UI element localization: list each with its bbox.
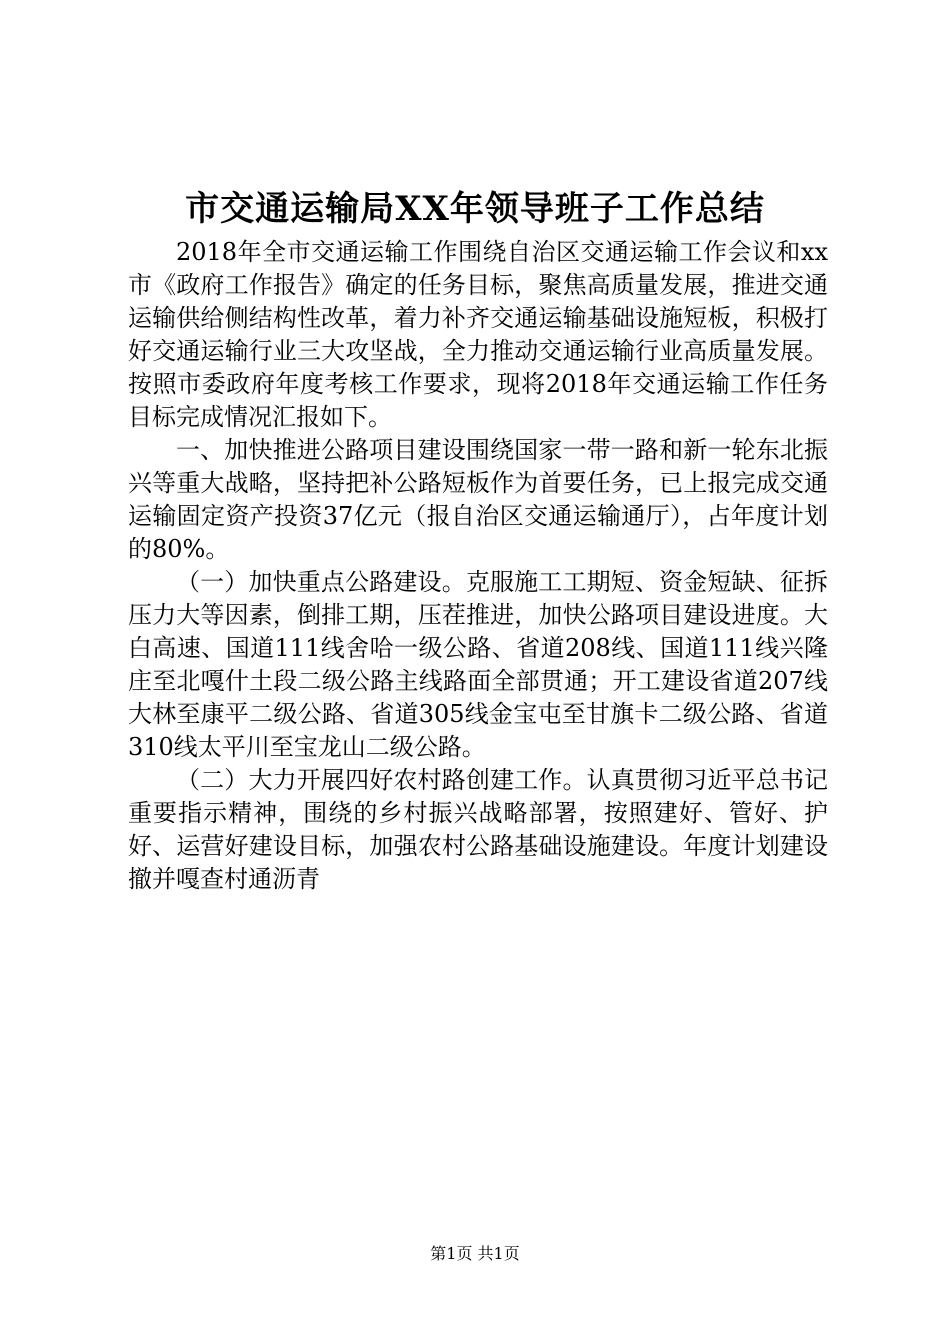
paragraph-intro: 2018年全市交通运输工作围绕自治区交通运输工作会议和xx市《政府工作报告》确定的任务目标，聚焦高质量发展，推进交通运输供给侧结构性改革，着力补齐交通运输基础设施短板，积极打好交通运输行业三大攻坚战，全力推动交通运输行业高质量发展。按照市委政府年度考核工作要求，现将2018年交通运输工作任务目标完成情况汇报如下。 <box>128 238 828 431</box>
paragraph-subsection-2: （二）大力开展四好农村路创建工作。认真贯彻习近平总书记重要指示精神，围绕的乡村振兴战略部署，按照建好、管好、护好、运营好建设目标，加强农村公路基础设施建设。年度计划建设撤并嘎查村通沥青 <box>128 766 828 893</box>
document-title: 市交通运输局XX年领导班子工作总结 <box>185 189 765 229</box>
page-footer: 第1页 共1页 <box>430 1244 520 1263</box>
paragraph-subsection-1: （一）加快重点公路建设。克服施工工期短、资金短缺、征拆压力大等因素，倒排工期，压茬推进，加快公路项目建设进度。大白高速、国道111线舍哈一级公路、省道208线、国道111线兴隆庄至北嘎什土段二级公路主线路面全部贯通；开工建设省道207线大林至康平二级公路、省道305线金宝屯至甘旗卡二级公路、省道310线太平川至宝龙山二级公路。 <box>128 568 828 761</box>
paragraph-section-1: 一、加快推进公路项目建设围绕国家一带一路和新一轮东北振兴等重大战略，坚持把补公路短板作为首要任务，已上报完成交通运输固定资产投资37亿元（报自治区交通运输通厅），占年度计划的80%。 <box>128 436 828 563</box>
document-body <box>128 236 828 896</box>
